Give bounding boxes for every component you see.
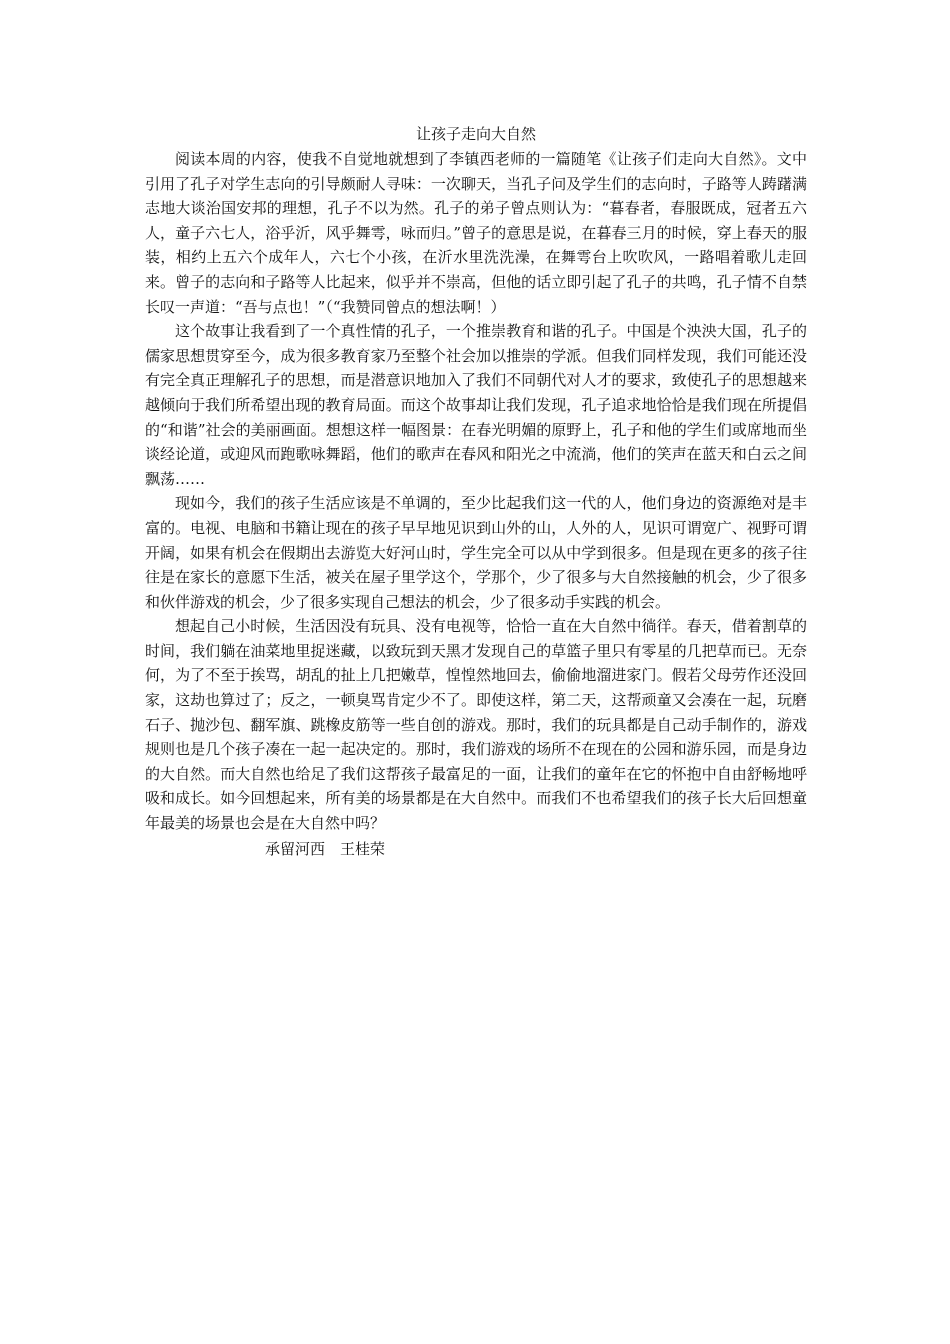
author-signature: 承留河西 王桂荣: [265, 839, 386, 858]
paragraph-3: 现如今，我们的孩子生活应该是不单调的，至少比起我们这一代的人，他们身边的资源绝对是丰富的。电视、电脑和书籍让现在的孩子早早地见识到山外的山，人外的人，见识可谓宽广、视野可谓开阔，如果有机会在假期出去游览大好河山时，学生完全可以从中学到很多。但是现在更多的孩子往往是在家长的意愿下生活，被关在屋子里学这个，学那个，少了很多与大自然接触的机会，少了很多和伙伴游戏的机会，少了很多实现自己想法的机会，少了很多动手实践的机会。: [145, 494, 807, 611]
paragraph-1: 阅读本周的内容，使我不自觉地就想到了李镇西老师的一篇随笔《让孩子们走向大自然》。文中引用了孔子对学生志向的引导颇耐人寻味：一次聊天，当孔子问及学生们的志向时，子路等人踌躇满志地大谈治国安邦的理想，孔子不以为然。孔子的弟子曾点则认为：“暮春者，春服既成，冠者五六人，童子六七人，浴乎沂，风乎舞雩，咏而归。”曾子的意思是说，在暮春三月的时候，穿上春天的服装，相约上五六个成年人，六七个小孩，在沂水里洗洗澡，在舞雩台上吹吹风，一路唱着歌儿走回来。曾子的志向和子路等人比起来，似乎并不崇高，但他的话立即引起了孔子的共鸣，孔子情不自禁长叹一声道：“吾与点也！”（“我赞同曾点的想法啊！）: [145, 150, 807, 316]
paragraph-4: 想起自己小时候，生活因没有玩具、没有电视等，恰恰一直在大自然中徜徉。春天，借着割草的时间，我们躺在油菜地里捉迷藏，以致玩到天黑才发现自己的草篮子里只有零星的几把草而已。无奈何，为了不至于挨骂，胡乱的扯上几把嫩草，惶惶然地回去，偷偷地溜进家门。假若父母劳作还没回家，这劫也算过了；反之，一顿臭骂肯定少不了。即使这样，第二天，这帮顽童又会凑在一起，玩磨石子、抛沙包、翻军旗、跳橡皮筋等一些自创的游戏。那时，我们的玩具都是自己动手制作的，游戏规则也是几个孩子凑在一起一起决定的。那时，我们游戏的场所不在现在的公园和游乐园，而是身边的大自然。而大自然也给足了我们这帮孩子最富足的一面，让我们的童年在它的怀抱中自由舒畅地呼吸和成长。如今回想起来，所有美的场景都是在大自然中。而我们不也希望我们的孩子长大后回想童年最美的场景也会是在大自然中吗？: [145, 617, 807, 833]
document-page: [145, 122, 807, 862]
document-title: 让孩子走向大自然: [415, 125, 536, 143]
paragraph-2: 这个故事让我看到了一个真性情的孔子，一个推崇教育和谐的孔子。中国是个泱泱大国，孔子的儒家思想贯穿至今，成为很多教育家乃至整个社会加以推崇的学派。但我们同样发现，我们可能还没有完全真正理解孔子的思想，而是潜意识地加入了我们不同朝代对人才的要求，致使孔子的思想越来越倾向于我们所希望出现的教育局面。而这个故事却让我们发现，孔子追求地恰恰是我们现在所提倡的“和谐”社会的美丽画面。想想这样一幅图景：在春光明媚的原野上，孔子和他的学生们或席地而坐谈经论道，或迎风而跑歌咏舞蹈，他们的歌声在春风和阳光之中流淌，他们的笑声在蓝天和白云之间飘荡……: [145, 322, 807, 488]
